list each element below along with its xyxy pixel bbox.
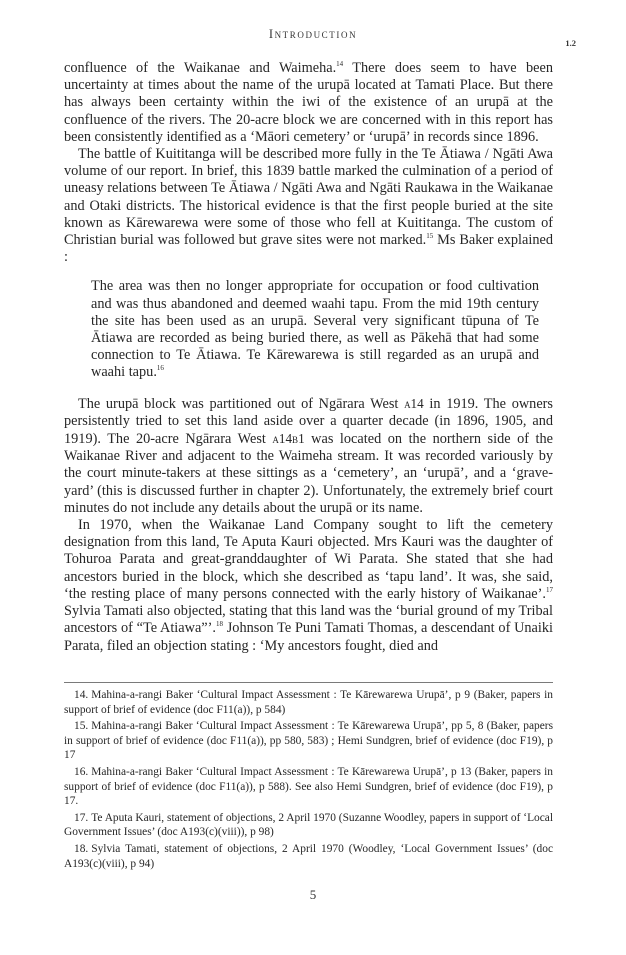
paragraph-2 <box>64 146 553 266</box>
paragraph-4-text-c: Johnson Te Puni Tamati Thomas, a descendant of Unaiki Parata, filed an objection stating : ‘My ancestors fought, died and <box>64 620 553 654</box>
paragraph-1-text: confluence of the Waikanae and Waimeha. <box>64 60 337 76</box>
block-quote-text: The area was then no longer appropriate for occupation or food cultivation and was thus abandoned and deemed waahi tapu. From the mid 19th century the site has been used as an urupā. Several very significant tūpuna of Te Ātiawa are recorded as being buried there, as well as Pākehā that had some connection to Te Ātiawa. Te Kārewarewa is still regarded as an urupā and waahi tapu. <box>91 278 539 381</box>
page-number: 5 <box>309 887 317 902</box>
footnotes <box>64 688 553 873</box>
section-number: 1.2 <box>565 38 576 48</box>
footnote-ref-17[interactable]: 17 <box>546 585 553 594</box>
paragraph-1-text-cont: There does seem to have been uncertainty at times about the name of the urupā located at Tamati Place. But there has always been certainty within the iwi of the existence of an urupā at the confluence of the rivers. The 20-acre block we are concerned with in this report has been consistently identified as a ‘Māori cemetery’ or ‘urupā’ in records since 1896. <box>64 60 553 145</box>
footnote-ref-14[interactable]: 14 <box>336 60 344 68</box>
paragraph-3 <box>64 395 553 517</box>
paragraph-1 <box>64 60 553 146</box>
block-ref-a14b1: a14b1 <box>272 431 305 447</box>
footnote-number: 17. <box>74 811 89 824</box>
footnote-text: Mahina-a-rangi Baker ‘Cultural Impact Assessment : Te Kārewarewa Urupā’, p 13 (Baker, papers in support of brief of evidence (doc F11(a)), p 588). See also Hemi Sundgren, brief of evidence (doc F19), p 17. <box>64 765 553 808</box>
body-text <box>64 60 553 655</box>
footnote-text: Sylvia Tamati, statement of objections, 2 April 1970 (Woodley, ‘Local Government Issues’ (doc A193(c)(viii), p 94) <box>64 842 553 870</box>
footnote-number: 16. <box>74 765 89 778</box>
paragraph-3-text: The urupā block was partitioned out of Ngārara West <box>78 395 405 412</box>
paragraph-4-text-b: Sylvia Tamati also objected, stating that this land was the ‘burial ground of my Tribal ancestors of “Te Atiawa”’. <box>64 603 553 637</box>
paragraph-3-text-c: was located on the northern side of the Waikanae River and adjacent to the Waimeha stream. It was recorded variously by the court minute-takers at these sittings as a ‘cemetery’, an ‘urupā’, and a ‘grave-yard’ (this is discussed further in chapter 2). Unfortunately, the extremely brief court minutes do not include any details about the urupā or its name. <box>64 431 553 516</box>
running-head: Introduction <box>268 27 358 41</box>
footnote-14 <box>64 688 553 717</box>
footnote-number: 14. <box>74 689 89 701</box>
footnote-text: Mahina-a-rangi Baker ‘Cultural Impact Assessment : Te Kārewarewa Urupā’, pp 5, 8 (Baker, papers in support of brief of evidence (doc F11(a)), pp 580, 583) ; Hemi Sundgren, brief of evidence (doc F19), p 17 <box>64 720 553 762</box>
footnote-18 <box>64 842 553 871</box>
footnote-ref-18[interactable]: 18 <box>215 620 223 629</box>
footnote-17 <box>64 811 553 840</box>
footnote-16 <box>64 765 553 809</box>
paragraph-4-text: In 1970, when the Waikanae Land Company sought to lift the cemetery designation from this land, Te Aputa Kauri objected. Mrs Kauri was the daughter of Tohuroa Parata and great-granddaughter of Wi Parata. She stated that she had ancestors buried in the block, which she described as ‘tapu land’. It was, she said, ‘the resting place of many persons connected with the early history of Waikanae’. <box>64 517 553 602</box>
footnote-text: Te Aputa Kauri, statement of objections, 2 April 1970 (Suzanne Woodley, papers in support of ‘Local Government Issues’ (doc A193(c)(viii)), p 98) <box>64 811 553 839</box>
footnote-divider <box>64 682 553 683</box>
footnote-number: 18. <box>74 842 89 855</box>
footnote-number: 15. <box>74 720 89 733</box>
paragraph-2-text: The battle of Kuititanga will be described more fully in the Te Ātiawa / Ngāti Awa volume of our report. In brief, this 1839 battle marked the culmination of a period of uneasy relations between Te Ātiawa / Ngāti Awa and Ngāti Raukawa in the Waikanae and Otaki districts. The historical evidence is that the first people buried at the site known as Kārewarewa were some of those who fell at Kuititanga. The custom of Christian burial was followed but grave sites were not marked. <box>64 146 553 249</box>
footnote-ref-15[interactable]: 15 <box>426 232 434 241</box>
paragraph-2-text-cont: Ms Baker explained : <box>64 232 553 266</box>
paragraph-4 <box>64 517 553 655</box>
paragraph-3-text-b: in 1919. The owners persistently tried to set this land aside over a quarter decade (in 1896, 1905, and 1919). The 20-acre Ngārara West <box>64 395 553 448</box>
block-quote <box>91 278 539 381</box>
footnote-text: Mahina-a-rangi Baker ‘Cultural Impact Assessment : Te Kārewarewa Urupā’, p 9 (Baker, papers in support of brief of evidence (doc F11(a)), p 584) <box>64 689 553 716</box>
block-ref-a14: a14 <box>404 395 424 411</box>
footnote-ref-16[interactable]: 16 <box>156 364 164 373</box>
footnote-15 <box>64 719 553 763</box>
